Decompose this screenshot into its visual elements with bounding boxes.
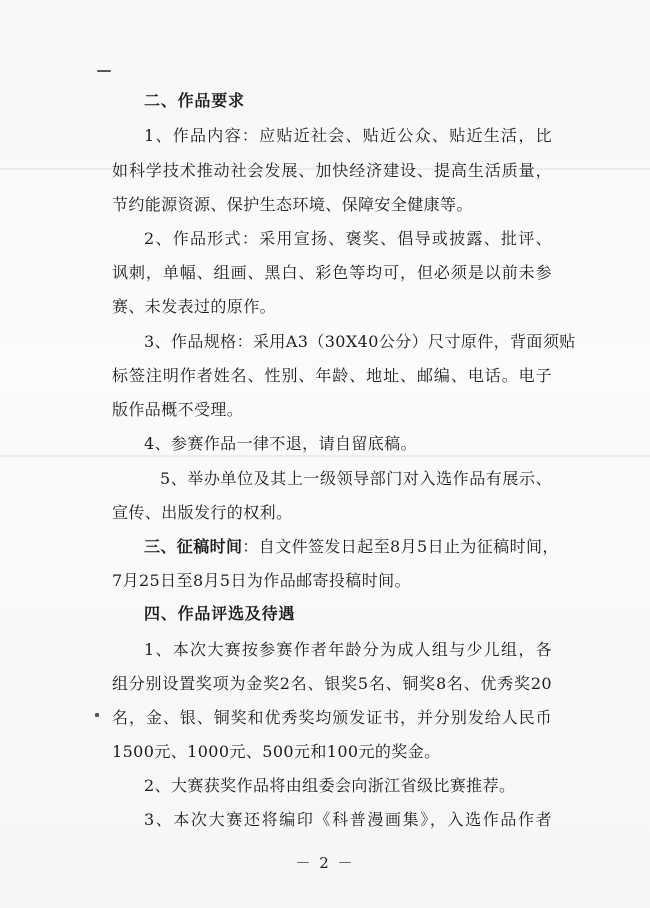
- paragraph-line: 7月25日至8月5日为作品邮寄投稿时间。: [112, 571, 411, 590]
- paragraph-line: 3、作品规格：采用A3（30X40公分）尺寸原件，背面须贴: [144, 332, 576, 351]
- paper-fold: [0, 455, 650, 457]
- paragraph-line: 赛、未发表过的原作。: [112, 297, 277, 316]
- paragraph-line: 4、参赛作品一律不退，请自留底稿。: [144, 434, 417, 453]
- scan-speck: [95, 713, 99, 717]
- paragraph-line: 组分别设置奖项为金奖2名、银奖5名、铜奖8名、优秀奖20: [112, 674, 552, 693]
- section-heading-evaluation: 四、作品评选及待遇: [144, 604, 296, 623]
- paragraph-line: 节约能源资源、保护生态环境、保障安全健康等。: [112, 195, 473, 214]
- paragraph-line: 2、作品形式：采用宣扬、褒奖、倡导或披露、批评、: [144, 229, 552, 248]
- paragraph-line: 5、举办单位及其上一级领导部门对入选作品有展示、: [160, 469, 552, 488]
- paragraph-line: 如科学技术推动社会发展、加快经济建设、提高生活质量，: [112, 161, 552, 180]
- deadline-label: 三、征稿时间: [144, 537, 243, 556]
- section-heading-deadline: [144, 537, 559, 557]
- paragraph-line: 2、大赛获奖作品将由组委会向浙江省级比赛推荐。: [144, 776, 516, 795]
- paragraph-line: 讽刺，单幅、组画、黑白、彩色等均可，但必须是以前未参: [112, 263, 552, 282]
- paragraph-line: 1500元、1000元、500元和100元的奖金。: [112, 742, 441, 761]
- paragraph-line: 1、本次大赛按参赛作者年龄分为成人组与少儿组，各: [144, 640, 552, 659]
- paragraph-line: 版作品概不受理。: [112, 400, 244, 419]
- paragraph-line: 标签注明作者姓名、性别、年龄、地址、邮编、电话。电子: [112, 366, 552, 385]
- scan-speck: [97, 70, 111, 72]
- paragraph-line: 宣传、出版发行的权利。: [112, 503, 293, 522]
- paragraph-line: 名，金、银、铜奖和优秀奖均颁发证书，并分别发给人民币: [112, 708, 552, 727]
- page-number: － 2 －: [295, 854, 355, 872]
- paragraph-line: 3、本次大赛还将编印《科普漫画集》，入选作品作者: [144, 810, 552, 829]
- paragraph-line: 1、作品内容：应贴近社会、贴近公众、贴近生活，比: [144, 126, 552, 145]
- section-heading-requirements: 二、作品要求: [144, 91, 245, 110]
- deadline-text: ：自文件签发日起至8月5日止为征稿时间，: [242, 537, 559, 556]
